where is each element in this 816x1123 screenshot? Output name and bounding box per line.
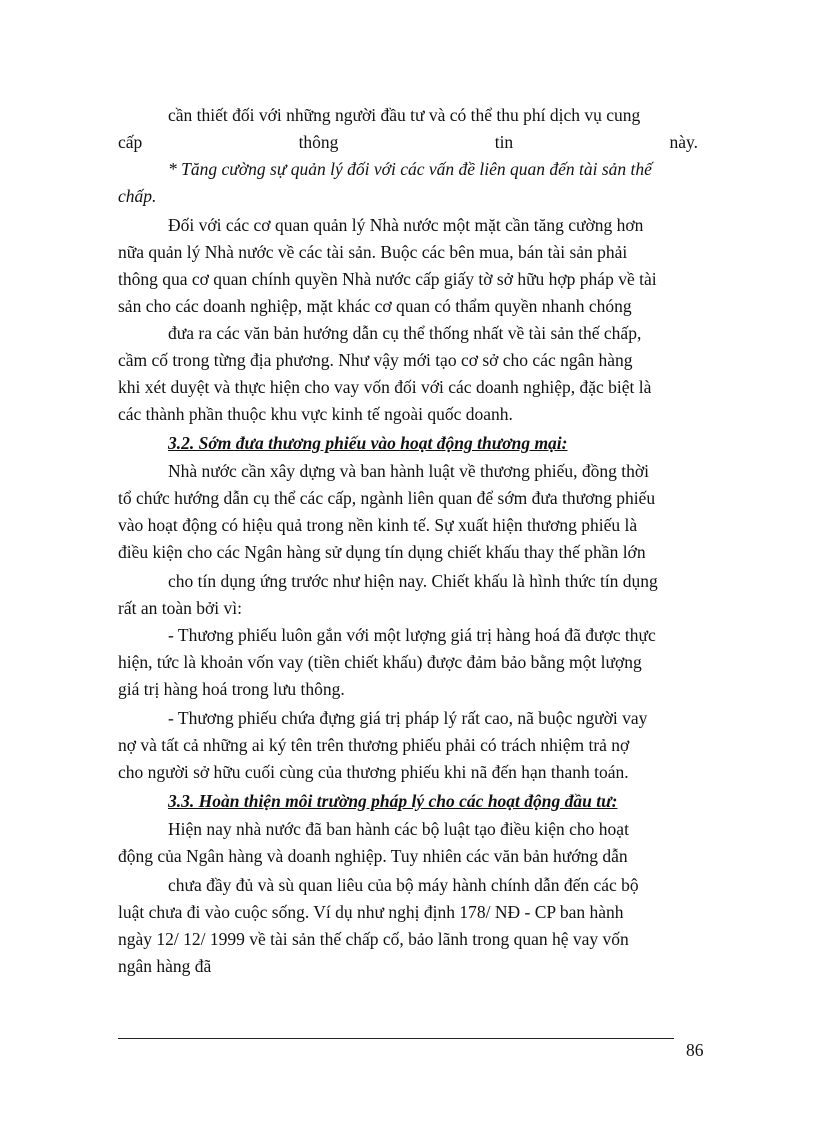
text-line: động của Ngân hàng và doanh nghiệp. Tuy nhiên các văn bản hướng dẫn (118, 846, 628, 866)
text-line: thông qua cơ quan chính quyền Nhà nước cấp giấy tờ sở hữu hợp pháp về tài (118, 269, 657, 289)
text-line: luật chưa đi vào cuộc sống. Ví dụ như nghị định 178/ NĐ - CP ban hành (118, 902, 624, 922)
text-line: cầm cố trong từng địa phương. Như vậy mới tạo cơ sở cho các ngân hàng (118, 350, 633, 370)
section-heading: 3.3. Hoàn thiện môi trường pháp lý cho các hoạt động đầu tư: (168, 791, 618, 811)
text-line: - Thương phiếu chứa đựng giá trị pháp lý rất cao, nã buộc người vay (168, 708, 648, 728)
text-line: chưa đầy đủ và sù quan liêu của bộ máy hành chính dẫn đến các bộ (168, 875, 639, 895)
footer-rule (118, 1038, 674, 1039)
italic-line: chấp. (118, 186, 157, 206)
text-line: giá trị hàng hoá trong lưu thông. (118, 679, 345, 699)
text-line: Hiện nay nhà nước đã ban hành các bộ luật tạo điều kiện cho hoạt (168, 819, 629, 839)
text-line: cần thiết đối với những người đầu tư và có thể thu phí dịch vụ cung (168, 105, 641, 125)
word: này. (669, 132, 698, 152)
text-line: hiện, tức là khoản vốn vay (tiền chiết khấu) được đảm bảo bằng một lượng (118, 652, 642, 672)
text-line: vào hoạt động có hiệu quả trong nền kinh tế. Sự xuất hiện thương phiếu là (118, 515, 638, 535)
text-line: điều kiện cho các Ngân hàng sử dụng tín dụng chiết khấu thay thế phần lớn (118, 542, 646, 562)
text-line: cho tín dụng ứng trước như hiện nay. Chiết khấu là hình thức tín dụng (168, 571, 658, 591)
text-line: nữa quản lý Nhà nước về các tài sản. Buộc các bên mua, bán tài sản phải (118, 242, 628, 262)
text-line: ngân hàng đã (118, 956, 212, 976)
page-number: 86 (686, 1040, 704, 1060)
text-line: khi xét duyệt và thực hiện cho vay vốn đối với các doanh nghiệp, đặc biệt là (118, 377, 652, 397)
justified-line (118, 129, 698, 155)
text-line: nợ và tất cả những ai ký tên trên thương phiếu phải có trách nhiệm trả nợ (118, 735, 630, 755)
text-line: rất an toàn bởi vì: (118, 598, 242, 618)
text-line: đưa ra các văn bản hướng dẫn cụ thể thống nhất về tài sản thế chấp, (168, 323, 642, 343)
text-line: - Thương phiếu luôn gắn với một lượng giá trị hàng hoá đã được thực (168, 625, 656, 645)
word: tin (494, 132, 514, 152)
word: cấp (118, 132, 143, 152)
text-line: Nhà nước cần xây dựng và ban hành luật về thương phiếu, đồng thời (168, 461, 649, 481)
section-heading: 3.2. Sớm đưa thương phiếu vào hoạt động thương mại: (168, 433, 568, 453)
text-line: Đối với các cơ quan quản lý Nhà nước một mặt cần tăng cường hơn (168, 215, 644, 235)
text-line: cho người sở hữu cuối cùng của thương phiếu khi nã đến hạn thanh toán. (118, 762, 629, 782)
italic-line: * Tăng cường sự quản lý đối với các vấn đề liên quan đến tài sản thế (168, 159, 652, 179)
text-line: tổ chức hướng dẫn cụ thể các cấp, ngành liên quan để sớm đưa thương phiếu (118, 488, 656, 508)
text-line: ngày 12/ 12/ 1999 về tài sản thế chấp cố, bảo lãnh trong quan hệ vay vốn (118, 929, 629, 949)
text-line: sản cho các doanh nghiệp, mặt khác cơ quan có thẩm quyền nhanh chóng (118, 296, 632, 316)
text-line: các thành phần thuộc khu vực kinh tế ngoài quốc doanh. (118, 404, 513, 424)
word: thông (298, 132, 339, 152)
